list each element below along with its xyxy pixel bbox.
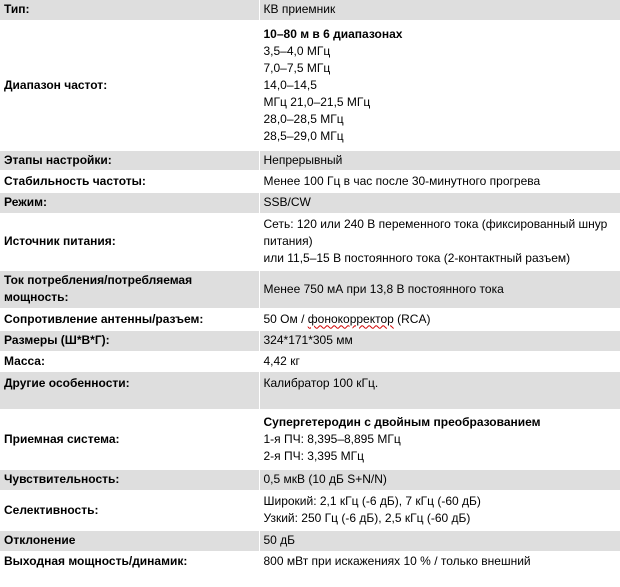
spec-label: Тип: [0, 0, 259, 20]
spec-label: Стабильность частоты: [0, 170, 259, 192]
spec-value: КВ приемник [259, 0, 620, 20]
spec-row-power-source [0, 213, 620, 270]
spec-label: Этапы настройки: [0, 150, 259, 170]
spec-value: Калибратор 100 кГц. [259, 371, 620, 409]
spec-label: Сопротивление антенны/разъем: [0, 308, 259, 330]
spec-value: 50 Ом / фонокорректор (RCA) [259, 308, 620, 330]
spec-row-mass [0, 351, 620, 371]
spec-label: Источник питания: [0, 213, 259, 270]
spec-row-mode [0, 192, 620, 213]
spec-row-sensitivity [0, 469, 620, 490]
spec-label: Селективность: [0, 490, 259, 530]
spec-value: 50 дБ [259, 530, 620, 551]
spec-label: Чувствительность: [0, 469, 259, 490]
spec-label: Выходная мощность/динамик: [0, 551, 259, 571]
spec-row-rejection [0, 530, 620, 551]
spec-row-current-consumption [0, 270, 620, 308]
spec-value: 324*171*305 мм [259, 330, 620, 351]
spec-value: Сеть: 120 или 240 В переменного тока (фиксированный шнур питания) или 11,5–15 В постоянного тока (2-контактный разъем) [259, 213, 620, 270]
spec-label: Приемная система: [0, 409, 259, 469]
spec-label: Режим: [0, 192, 259, 213]
spec-label: Другие особенности: [0, 371, 259, 409]
spec-label: Размеры (Ш*В*Г): [0, 330, 259, 351]
spec-row-dimensions [0, 330, 620, 351]
spec-value: Супергетеродин с двойным преобразованием 1-я ПЧ: 8,395–8,895 МГц 2-я ПЧ: 3,395 МГц [259, 409, 620, 469]
spec-label: Диапазон частот: [0, 20, 259, 150]
spec-value: Непрерывный [259, 150, 620, 170]
spec-row-frequency-stability [0, 170, 620, 192]
spec-value: Широкий: 2,1 кГц (-6 дБ), 7 кГц (-60 дБ) Узкий: 250 Гц (-6 дБ), 2,5 кГц (-60 дБ) [259, 490, 620, 530]
spec-label: Масса: [0, 351, 259, 371]
spec-value: 10–80 м в 6 диапазонах 3,5–4,0 МГц 7,0–7,5 МГц 14,0–14,5 МГц 21,0–21,5 МГц 28,0–28,5 МГц 28,5–29,0 МГц [259, 20, 620, 150]
spec-value: SSB/CW [259, 192, 620, 213]
spec-value: 0,5 мкВ (10 дБ S+N/N) [259, 469, 620, 490]
spec-value: Менее 100 Гц в час после 30-минутного прогрева [259, 170, 620, 192]
spec-row-frequency-range [0, 20, 620, 150]
spec-row-type [0, 0, 620, 20]
spec-value: 4,42 кг [259, 351, 620, 371]
spec-row-receiving-system [0, 409, 620, 469]
spec-label: Ток потребления/потребляемая мощность: [0, 270, 259, 308]
spec-row-other-features [0, 371, 620, 409]
spec-value: 800 мВт при искажениях 10 % / только внешний [259, 551, 620, 571]
spec-row-tuning-steps [0, 150, 620, 170]
spec-value: Менее 750 мА при 13,8 В постоянного тока [259, 270, 620, 308]
spec-row-selectivity [0, 490, 620, 530]
spec-row-antenna-impedance [0, 308, 620, 330]
spec-label: Отклонение [0, 530, 259, 551]
spec-row-output-power [0, 551, 620, 571]
